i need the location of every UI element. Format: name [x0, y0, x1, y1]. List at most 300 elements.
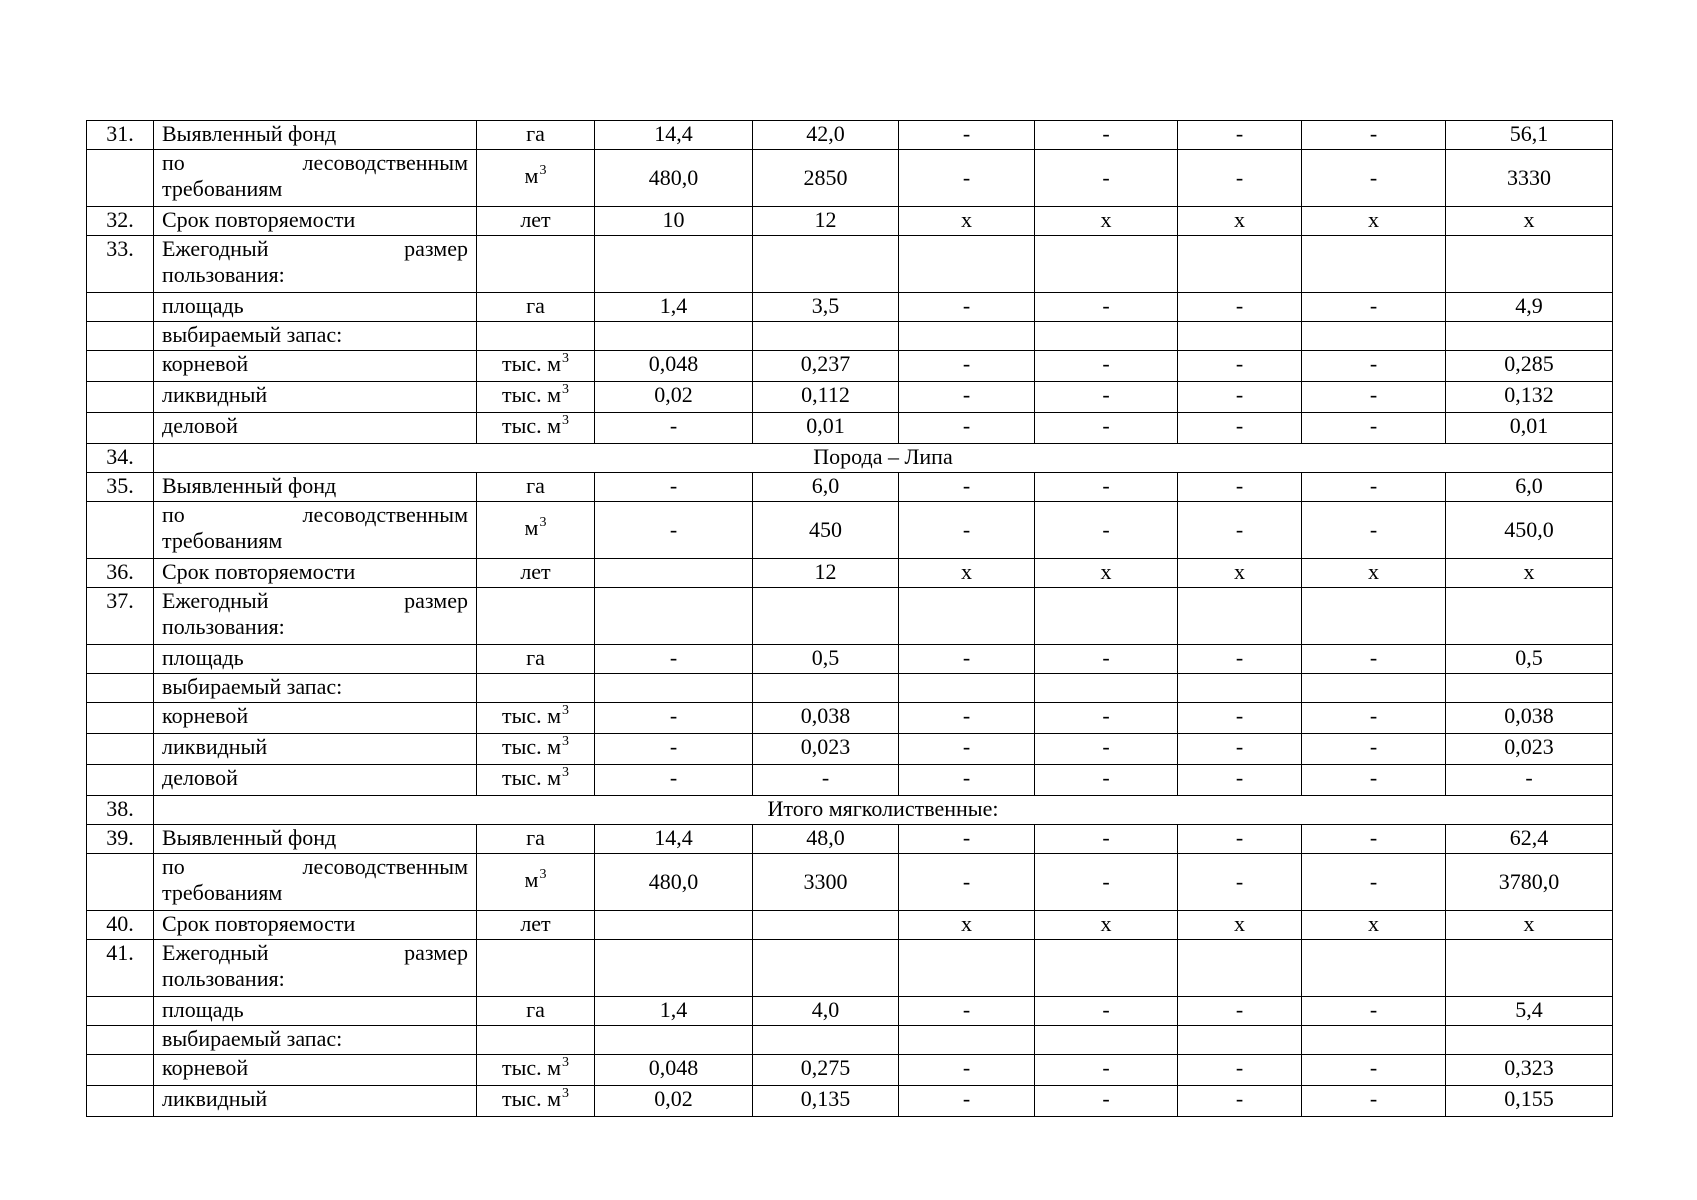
unit-cell [477, 825, 595, 854]
value-cell: - [1035, 473, 1178, 502]
row-number: 35. [87, 473, 154, 502]
value-cell [1302, 1026, 1446, 1055]
indicator-name-line1: Ежегодный размер [162, 940, 468, 965]
value-cell: - [1302, 293, 1446, 322]
total-cell: 0,323 [1446, 1055, 1613, 1086]
unit-text: тыс. м [501, 765, 562, 790]
value-cell: - [1178, 293, 1302, 322]
total-cell: х [1446, 911, 1613, 940]
value-cell: 0,048 [595, 1055, 753, 1086]
value-cell: - [1302, 703, 1446, 734]
value-cell: 0,5 [753, 645, 899, 674]
value-cell [595, 559, 753, 588]
unit-text: м [524, 515, 539, 540]
value-cell: 0,237 [753, 351, 899, 382]
row-number [87, 382, 154, 413]
value-cell: - [1035, 703, 1178, 734]
table-row [87, 940, 1613, 997]
value-cell: - [1302, 734, 1446, 765]
value-cell: х [1178, 559, 1302, 588]
unit-text: тыс. м [501, 1055, 562, 1080]
unit-cell [477, 413, 595, 444]
unit-cell [477, 559, 595, 588]
value-cell: - [753, 765, 899, 796]
unit-cell [477, 674, 595, 703]
unit-superscript: 3 [562, 1086, 570, 1101]
unit-text: лет [520, 207, 551, 232]
indicator-name: площадь [154, 997, 477, 1026]
table-row [87, 236, 1613, 293]
value-cell: 480,0 [595, 854, 753, 911]
value-cell: - [899, 1086, 1035, 1117]
value-cell: - [595, 734, 753, 765]
unit-superscript: 3 [562, 351, 570, 366]
value-cell: - [1302, 997, 1446, 1026]
indicator-name: Выявленный фонд [154, 473, 477, 502]
unit-cell [477, 1026, 595, 1055]
indicator-name: площадь [154, 645, 477, 674]
value-cell: - [1178, 1086, 1302, 1117]
value-cell [1302, 588, 1446, 645]
unit-text: га [526, 293, 545, 318]
value-cell: - [899, 473, 1035, 502]
forest-use-table [86, 120, 1613, 1117]
total-cell: 3330 [1446, 150, 1613, 207]
indicator-name: Выявленный фонд [154, 121, 477, 150]
total-cell: 0,023 [1446, 734, 1613, 765]
value-cell [595, 236, 753, 293]
value-cell: 12 [753, 207, 899, 236]
value-cell [899, 322, 1035, 351]
value-cell: х [1035, 207, 1178, 236]
value-cell: - [1035, 382, 1178, 413]
value-cell [1302, 940, 1446, 997]
unit-text: га [526, 121, 545, 146]
row-number [87, 351, 154, 382]
table-row [87, 765, 1613, 796]
value-cell: - [899, 150, 1035, 207]
value-cell: - [1178, 382, 1302, 413]
unit-cell [477, 150, 595, 207]
value-cell: - [1302, 382, 1446, 413]
unit-cell [477, 1055, 595, 1086]
value-cell: - [899, 293, 1035, 322]
indicator-name-line2: пользования: [162, 966, 285, 991]
unit-cell [477, 940, 595, 997]
unit-text: га [526, 825, 545, 850]
total-cell: х [1446, 207, 1613, 236]
value-cell: - [1302, 121, 1446, 150]
table-row [87, 997, 1613, 1026]
unit-cell [477, 502, 595, 559]
value-cell: - [899, 1055, 1035, 1086]
value-cell: х [899, 559, 1035, 588]
value-cell: - [899, 765, 1035, 796]
total-cell: 0,285 [1446, 351, 1613, 382]
indicator-name: Срок повторяемости [154, 911, 477, 940]
unit-superscript: 3 [539, 163, 547, 178]
section-row [87, 444, 1613, 473]
total-cell: - [1446, 765, 1613, 796]
row-number: 36. [87, 559, 154, 588]
value-cell: - [1302, 1086, 1446, 1117]
value-cell [753, 911, 899, 940]
unit-cell [477, 351, 595, 382]
row-number [87, 1055, 154, 1086]
table-body [87, 121, 1613, 1117]
value-cell [1035, 940, 1178, 997]
value-cell [595, 911, 753, 940]
value-cell: - [899, 382, 1035, 413]
value-cell [1035, 588, 1178, 645]
value-cell: - [595, 645, 753, 674]
value-cell: - [1035, 765, 1178, 796]
unit-cell [477, 854, 595, 911]
unit-cell [477, 382, 595, 413]
row-number: 32. [87, 207, 154, 236]
value-cell: 3,5 [753, 293, 899, 322]
section-row [87, 796, 1613, 825]
value-cell: - [1302, 645, 1446, 674]
value-cell: - [1302, 825, 1446, 854]
value-cell: - [1035, 413, 1178, 444]
value-cell: - [1302, 854, 1446, 911]
value-cell: - [1035, 997, 1178, 1026]
value-cell: - [899, 734, 1035, 765]
table-row [87, 1086, 1613, 1117]
value-cell: - [1035, 825, 1178, 854]
unit-superscript: 3 [539, 515, 547, 530]
unit-text: тыс. м [501, 1086, 562, 1111]
value-cell [1178, 940, 1302, 997]
total-cell: 0,038 [1446, 703, 1613, 734]
unit-text: тыс. м [501, 703, 562, 728]
value-cell: - [899, 351, 1035, 382]
value-cell: 12 [753, 559, 899, 588]
total-cell: 450,0 [1446, 502, 1613, 559]
value-cell [1035, 322, 1178, 351]
row-number [87, 413, 154, 444]
value-cell: - [899, 854, 1035, 911]
value-cell [1178, 322, 1302, 351]
value-cell: х [1035, 911, 1178, 940]
total-cell: 0,01 [1446, 413, 1613, 444]
indicator-name-line1: по лесоводственным [162, 502, 468, 527]
indicator-name: ликвидный [154, 1086, 477, 1117]
value-cell [899, 236, 1035, 293]
value-cell: - [1302, 1055, 1446, 1086]
value-cell: - [1035, 1055, 1178, 1086]
unit-superscript: 3 [562, 703, 570, 718]
value-cell [595, 322, 753, 351]
value-cell [753, 1026, 899, 1055]
indicator-name [154, 236, 477, 293]
indicator-name [154, 854, 477, 911]
table-row [87, 351, 1613, 382]
value-cell: 1,4 [595, 293, 753, 322]
value-cell [595, 1026, 753, 1055]
value-cell [595, 674, 753, 703]
value-cell: - [1302, 413, 1446, 444]
row-number [87, 703, 154, 734]
value-cell: - [1302, 473, 1446, 502]
value-cell: - [899, 645, 1035, 674]
total-cell [1446, 1026, 1613, 1055]
table-row [87, 911, 1613, 940]
total-cell [1446, 322, 1613, 351]
total-cell: 4,9 [1446, 293, 1613, 322]
value-cell: 0,112 [753, 382, 899, 413]
unit-text: м [524, 867, 539, 892]
unit-cell [477, 1086, 595, 1117]
value-cell [1035, 236, 1178, 293]
value-cell: - [1178, 703, 1302, 734]
indicator-name: корневой [154, 703, 477, 734]
unit-cell [477, 734, 595, 765]
row-number: 31. [87, 121, 154, 150]
value-cell: х [1035, 559, 1178, 588]
indicator-name-line2: пользования: [162, 262, 285, 287]
value-cell [899, 588, 1035, 645]
indicator-name-line1: Ежегодный размер [162, 236, 468, 261]
value-cell [1178, 588, 1302, 645]
total-cell: 0,132 [1446, 382, 1613, 413]
table-row [87, 674, 1613, 703]
indicator-name [154, 588, 477, 645]
value-cell: - [1035, 293, 1178, 322]
value-cell [1035, 1026, 1178, 1055]
section-title: Порода – Липа [154, 444, 1613, 473]
value-cell: 14,4 [595, 825, 753, 854]
indicator-name: Выявленный фонд [154, 825, 477, 854]
value-cell: - [1035, 734, 1178, 765]
value-cell [899, 1026, 1035, 1055]
table-row [87, 207, 1613, 236]
row-number [87, 734, 154, 765]
indicator-name: деловой [154, 413, 477, 444]
row-number [87, 293, 154, 322]
indicator-name: выбираемый запас: [154, 674, 477, 703]
indicator-name-line1: по лесоводственным [162, 150, 468, 175]
unit-text: га [526, 997, 545, 1022]
indicator-name: выбираемый запас: [154, 1026, 477, 1055]
value-cell: х [899, 911, 1035, 940]
table-row [87, 413, 1613, 444]
indicator-name: ликвидный [154, 382, 477, 413]
row-number: 40. [87, 911, 154, 940]
value-cell: 42,0 [753, 121, 899, 150]
row-number [87, 997, 154, 1026]
row-number [87, 765, 154, 796]
indicator-name: ликвидный [154, 734, 477, 765]
value-cell: - [595, 703, 753, 734]
row-number [87, 502, 154, 559]
unit-cell [477, 703, 595, 734]
row-number [87, 854, 154, 911]
total-cell [1446, 236, 1613, 293]
value-cell [753, 322, 899, 351]
table-row [87, 322, 1613, 351]
indicator-name-line2: требованиям [162, 880, 283, 905]
value-cell: 3300 [753, 854, 899, 911]
value-cell: - [1178, 734, 1302, 765]
value-cell [1302, 674, 1446, 703]
value-cell: 0,023 [753, 734, 899, 765]
value-cell [753, 588, 899, 645]
value-cell: 0,038 [753, 703, 899, 734]
value-cell: - [1035, 502, 1178, 559]
indicator-name: Срок повторяемости [154, 207, 477, 236]
value-cell: - [1035, 854, 1178, 911]
value-cell: - [595, 473, 753, 502]
value-cell: 0,02 [595, 382, 753, 413]
unit-text: тыс. м [501, 382, 562, 407]
value-cell [1302, 322, 1446, 351]
table-row [87, 150, 1613, 207]
value-cell: 0,275 [753, 1055, 899, 1086]
unit-cell [477, 911, 595, 940]
value-cell: 4,0 [753, 997, 899, 1026]
total-cell: 62,4 [1446, 825, 1613, 854]
table-row [87, 121, 1613, 150]
value-cell: 0,135 [753, 1086, 899, 1117]
value-cell: - [899, 121, 1035, 150]
value-cell: - [1302, 150, 1446, 207]
indicator-name [154, 502, 477, 559]
value-cell: х [1302, 911, 1446, 940]
value-cell: 48,0 [753, 825, 899, 854]
value-cell: - [1035, 351, 1178, 382]
row-number: 41. [87, 940, 154, 997]
indicator-name [154, 150, 477, 207]
value-cell: - [595, 765, 753, 796]
table-row [87, 734, 1613, 765]
value-cell: - [1178, 150, 1302, 207]
value-cell: х [1302, 559, 1446, 588]
table-row [87, 825, 1613, 854]
table-row [87, 502, 1613, 559]
table-row [87, 382, 1613, 413]
total-cell: 6,0 [1446, 473, 1613, 502]
value-cell: - [1178, 413, 1302, 444]
table-row [87, 854, 1613, 911]
unit-cell [477, 588, 595, 645]
value-cell: - [1035, 150, 1178, 207]
unit-text: га [526, 473, 545, 498]
value-cell: - [1035, 1086, 1178, 1117]
unit-text: тыс. м [501, 413, 562, 438]
total-cell [1446, 588, 1613, 645]
row-number: 38. [87, 796, 154, 825]
value-cell: х [1178, 911, 1302, 940]
indicator-name [154, 940, 477, 997]
unit-cell [477, 997, 595, 1026]
row-number: 33. [87, 236, 154, 293]
total-cell: 3780,0 [1446, 854, 1613, 911]
row-number: 39. [87, 825, 154, 854]
value-cell: 1,4 [595, 997, 753, 1026]
value-cell: - [1178, 765, 1302, 796]
table-row [87, 293, 1613, 322]
unit-cell [477, 121, 595, 150]
value-cell: - [1178, 997, 1302, 1026]
unit-superscript: 3 [539, 867, 547, 882]
value-cell [595, 588, 753, 645]
unit-text: га [526, 645, 545, 670]
table-row [87, 1055, 1613, 1086]
value-cell: 0,02 [595, 1086, 753, 1117]
indicator-name-line2: требованиям [162, 528, 283, 553]
unit-cell [477, 473, 595, 502]
value-cell: 0,01 [753, 413, 899, 444]
value-cell: 14,4 [595, 121, 753, 150]
indicator-name: корневой [154, 1055, 477, 1086]
value-cell: - [595, 413, 753, 444]
value-cell [595, 940, 753, 997]
value-cell: - [899, 413, 1035, 444]
unit-cell [477, 322, 595, 351]
value-cell [753, 674, 899, 703]
table-row [87, 559, 1613, 588]
value-cell: - [1178, 473, 1302, 502]
value-cell: 2850 [753, 150, 899, 207]
total-cell: 56,1 [1446, 121, 1613, 150]
table-row [87, 588, 1613, 645]
unit-superscript: 3 [562, 413, 570, 428]
total-cell: х [1446, 559, 1613, 588]
unit-text: тыс. м [501, 351, 562, 376]
indicator-name-line2: пользования: [162, 614, 285, 639]
value-cell [753, 236, 899, 293]
unit-superscript: 3 [562, 1055, 570, 1070]
value-cell: 10 [595, 207, 753, 236]
value-cell [1035, 674, 1178, 703]
value-cell: - [899, 997, 1035, 1026]
row-number [87, 150, 154, 207]
row-number [87, 322, 154, 351]
indicator-name: корневой [154, 351, 477, 382]
unit-cell [477, 207, 595, 236]
value-cell: - [1178, 502, 1302, 559]
unit-text: тыс. м [501, 734, 562, 759]
value-cell: 0,048 [595, 351, 753, 382]
indicator-name: выбираемый запас: [154, 322, 477, 351]
value-cell: - [1035, 645, 1178, 674]
row-number: 34. [87, 444, 154, 473]
value-cell: х [1302, 207, 1446, 236]
value-cell: - [1178, 121, 1302, 150]
value-cell: 480,0 [595, 150, 753, 207]
total-cell: 0,5 [1446, 645, 1613, 674]
unit-cell [477, 236, 595, 293]
value-cell: 6,0 [753, 473, 899, 502]
value-cell: - [1302, 765, 1446, 796]
row-number [87, 1086, 154, 1117]
unit-cell [477, 765, 595, 796]
value-cell: - [1178, 645, 1302, 674]
row-number [87, 674, 154, 703]
value-cell [899, 674, 1035, 703]
value-cell: - [1178, 1055, 1302, 1086]
total-cell [1446, 940, 1613, 997]
indicator-name-line2: требованиям [162, 176, 283, 201]
value-cell: - [595, 502, 753, 559]
table-row [87, 703, 1613, 734]
indicator-name: деловой [154, 765, 477, 796]
unit-text: м [524, 163, 539, 188]
unit-superscript: 3 [562, 765, 570, 780]
value-cell [1178, 674, 1302, 703]
